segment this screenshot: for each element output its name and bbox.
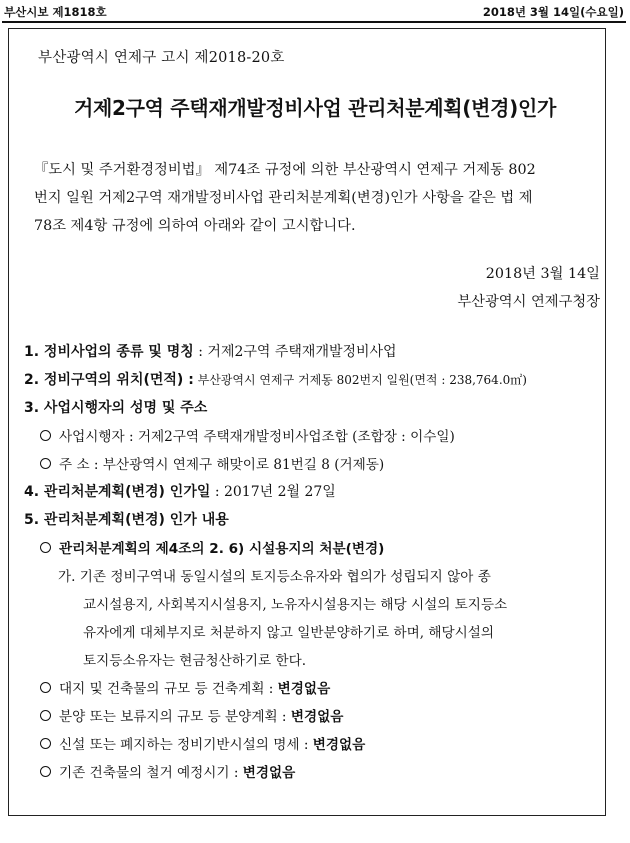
- item-3-sub-1: [40, 425, 455, 445]
- item-3-sub-2: [40, 453, 384, 473]
- item-4-value: : 2017년 2월 27일: [210, 484, 336, 500]
- item-5-bullet-3-value: 변경없음: [312, 737, 366, 753]
- circle-bullet-icon: [40, 738, 51, 749]
- item-2: [24, 369, 527, 389]
- intro-line-2: 번지 일원 거제2구역 재개발정비사업 관리처분계획(변경)인가 사항을 같은 법 제: [34, 190, 533, 206]
- item-4: [24, 481, 336, 501]
- item-1: [24, 341, 397, 361]
- item-5: [24, 509, 229, 529]
- item-5-bullet-3-text: 신설 또는 폐지하는 정비기반시설의 명세 :: [59, 737, 313, 753]
- item-3: [24, 397, 207, 417]
- issuer: 부산광역시 연제구청장: [457, 294, 600, 310]
- item-5-bullet-4: [40, 761, 295, 781]
- item-5-para-line-3: 유자에게 대체부지로 처분하지 않고 일반분양하기로 하며, 해당시설의: [83, 625, 495, 641]
- item-4-label: 4. 관리처분계획(변경) 인가일: [24, 484, 211, 500]
- intro-line-1: 『도시 및 주거환경정비법』 제74조 규정에 의한 부산광역시 연제구 거제동 802: [34, 162, 536, 178]
- circle-bullet-icon: [40, 430, 51, 441]
- item-1-value: : 거제2구역 주택재개발정비사업: [193, 344, 397, 360]
- item-3-sub-1-text: 사업시행자 : 거제2구역 주택재개발정비사업조합 (조합장 : 이수일): [59, 429, 455, 445]
- publication-date: 2018년 3월 14일(수요일): [482, 5, 624, 19]
- circle-bullet-icon: [40, 542, 51, 553]
- item-5-label: 5. 관리처분계획(변경) 인가 내용: [24, 512, 229, 528]
- notice-frame: [8, 28, 606, 816]
- circle-bullet-icon: [40, 458, 51, 469]
- page-header: [4, 4, 624, 20]
- item-5-bullet-4-text: 기존 건축물의 철거 예정시기 :: [59, 765, 243, 781]
- publication-issue: 부산시보 제1818호: [4, 5, 107, 19]
- item-5-bullet-1: [40, 677, 330, 697]
- item-3-label: 3. 사업시행자의 성명 및 주소: [24, 400, 208, 416]
- header-rule: [2, 21, 626, 23]
- item-5-para-line-2: 교시설용지, 사회복지시설용지, 노유자시설용지는 해당 시설의 토지등소: [83, 597, 508, 613]
- item-5-bullet-3: [40, 733, 365, 753]
- item-5-para-line-4: 토지등소유자는 현금청산하기로 한다.: [83, 653, 307, 669]
- item-2-value: 부산광역시 연제구 거제동 802번지 일원(면적 : 238,764.0㎡): [193, 373, 527, 387]
- item-5-subtitle-text: 관리처분계획의 제4조의 2. 6) 시설용지의 처분(변경): [59, 541, 385, 557]
- item-5-bullet-2: [40, 705, 343, 725]
- item-2-label: 2. 정비구역의 위치(면적) :: [24, 372, 194, 388]
- item-1-label: 1. 정비사업의 종류 및 명칭: [24, 344, 194, 360]
- circle-bullet-icon: [40, 766, 51, 777]
- notice-number: 부산광역시 연제구 고시 제2018-20호: [38, 50, 285, 66]
- issue-date: 2018년 3월 14일: [485, 266, 600, 282]
- item-5-bullet-2-value: 변경없음: [290, 709, 344, 725]
- circle-bullet-icon: [40, 682, 51, 693]
- intro-line-3: 78조 제4항 규정에 의하여 아래와 같이 고시합니다.: [34, 218, 356, 234]
- item-5-bullet-1-value: 변경없음: [277, 681, 331, 697]
- item-5-subtitle: [40, 537, 384, 557]
- item-3-sub-2-text: 주 소 : 부산광역시 연제구 해맞이로 81번길 8 (거제동): [59, 457, 385, 473]
- item-5-bullet-4-value: 변경없음: [242, 765, 296, 781]
- item-5-bullet-2-text: 분양 또는 보류지의 규모 등 분양계획 :: [59, 709, 291, 725]
- item-5-para-line-1: 가. 기존 정비구역내 동일시설의 토지등소유자와 협의가 성립되지 않아 종: [58, 569, 491, 585]
- notice-title: 거제2구역 주택재개발정비사업 관리처분계획(변경)인가: [73, 96, 557, 120]
- item-5-bullet-1-text: 대지 및 건축물의 규모 등 건축계획 :: [59, 681, 278, 697]
- circle-bullet-icon: [40, 710, 51, 721]
